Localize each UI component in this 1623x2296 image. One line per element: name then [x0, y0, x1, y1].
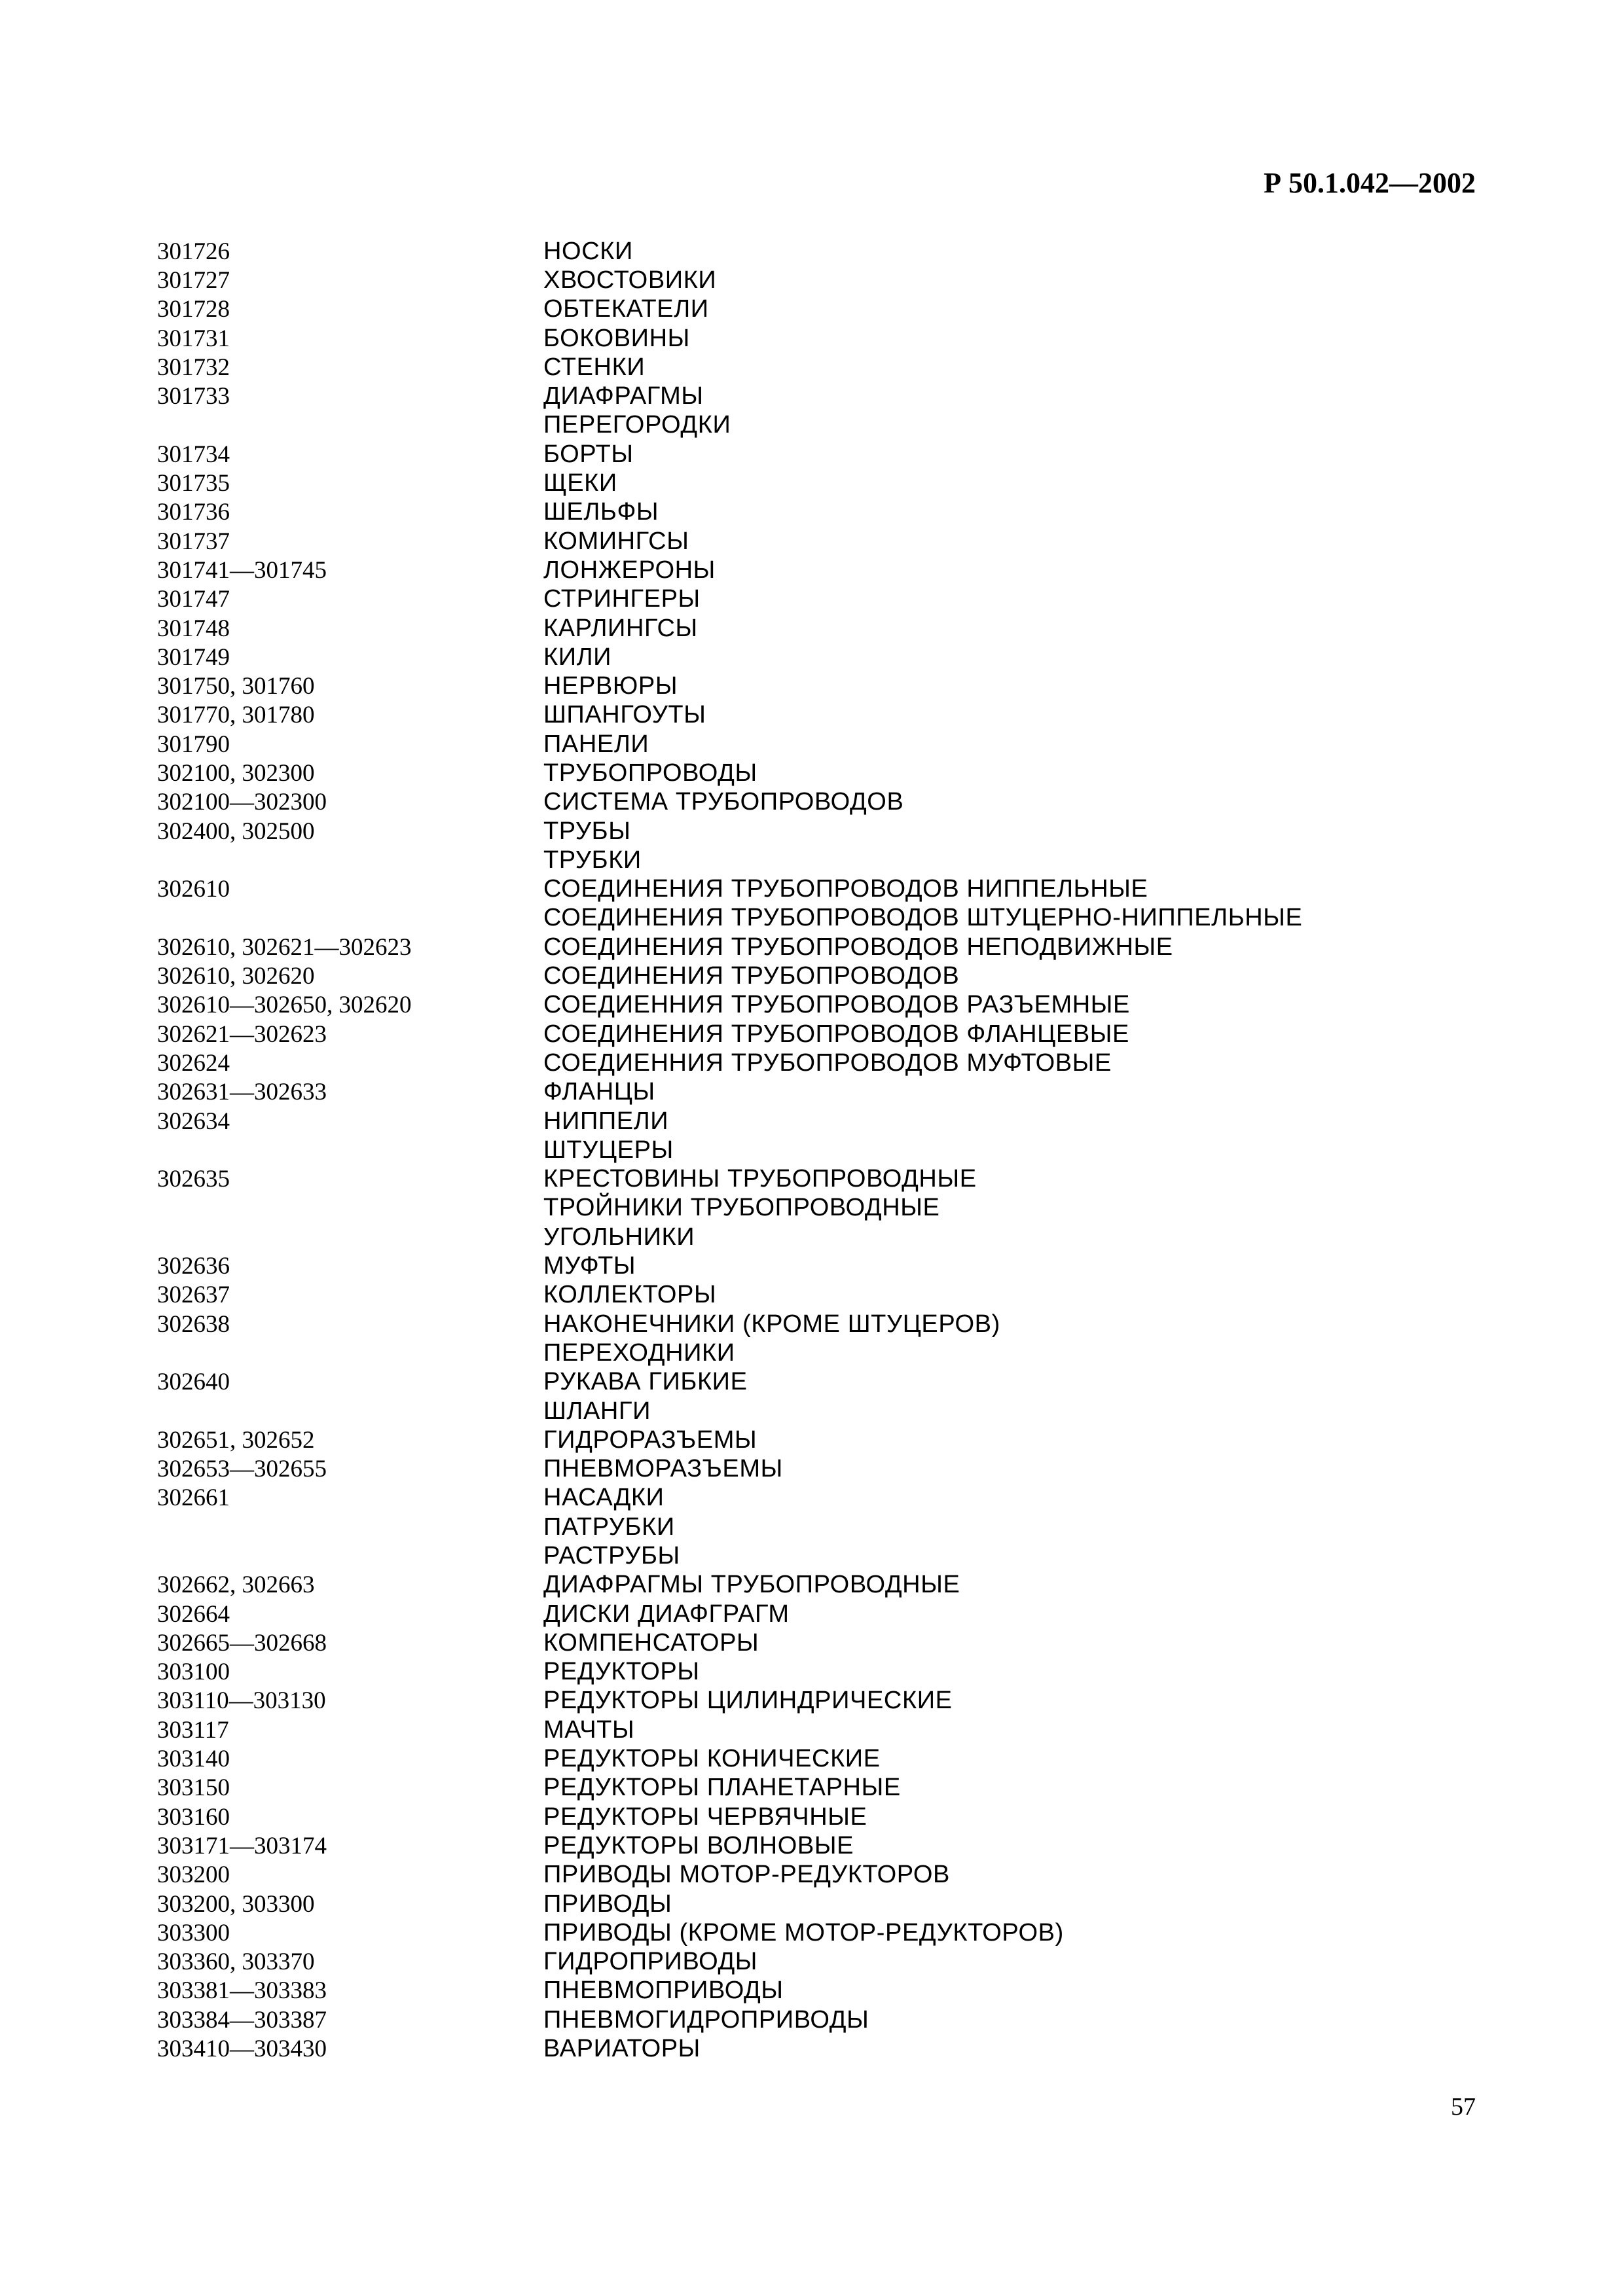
entry-code: 302400, 302500	[157, 817, 315, 845]
entry-row	[157, 1948, 1467, 1977]
entry-term: СОЕДИНЕНИЯ ТРУБОПРОВОДОВ ФЛАНЦЕВЫЕ	[543, 1020, 1129, 1048]
entry-row	[157, 1368, 1467, 1397]
entry-term: МУФТЫ	[543, 1252, 636, 1280]
entry-row	[157, 1658, 1467, 1687]
entry-term: ФЛАНЦЫ	[543, 1078, 655, 1106]
entry-term: РАСТРУБЫ	[543, 1542, 680, 1570]
entry-code: 301731	[157, 325, 230, 352]
entry-row	[157, 788, 1467, 817]
entry-row	[157, 1484, 1467, 1513]
entry-row	[157, 1223, 1467, 1251]
entry-code: 302621—302623	[157, 1020, 327, 1048]
entry-term: РУКАВА ГИБКИЕ	[543, 1368, 748, 1396]
entry-row	[157, 353, 1467, 382]
entry-term: СОЕДИНЕНИЯ ТРУБОПРОВОДОВ ШТУЦЕРНО-НИППЕЛЬНЫЕ	[543, 904, 1303, 932]
entry-row	[157, 730, 1467, 759]
entry-code: 301732	[157, 353, 230, 381]
entry-term: НЕРВЮРЫ	[543, 672, 678, 700]
entry-row	[157, 469, 1467, 497]
entry-row	[157, 556, 1467, 584]
entry-row	[157, 1861, 1467, 1890]
entry-row	[157, 237, 1467, 266]
entry-code: 303150	[157, 1774, 230, 1802]
entry-code: 302653—302655	[157, 1456, 327, 1483]
entry-term: ШТУЦЕРЫ	[543, 1136, 674, 1164]
entry-code: 301750, 301760	[157, 673, 315, 700]
entry-row	[157, 2005, 1467, 2034]
entry-term: ПЕРЕГОРОДКИ	[543, 411, 731, 439]
entry-term: КРЕСТОВИНЫ ТРУБОПРОВОДНЫЕ	[543, 1165, 977, 1193]
entry-code: 301733	[157, 383, 230, 410]
entry-term: КОМИНГСЫ	[543, 527, 689, 555]
entry-row	[157, 701, 1467, 730]
entry-row	[157, 440, 1467, 469]
entry-row	[157, 382, 1467, 410]
entry-code: 302610	[157, 876, 230, 903]
entry-term: СОЕДИЕННИЯ ТРУБОПРОВОДОВ РАЗЪЕМНЫЕ	[543, 991, 1130, 1019]
entry-row	[157, 1571, 1467, 1600]
entry-term: ПНЕВМОПРИВОДЫ	[543, 1977, 784, 2005]
document-header: Р 50.1.042—2002	[1264, 167, 1476, 199]
entry-code: 302637	[157, 1282, 230, 1309]
entry-row	[157, 961, 1467, 990]
entry-code: 303110—303130	[157, 1687, 326, 1715]
entry-code: 302624	[157, 1049, 230, 1077]
entry-term: ПАНЕЛИ	[543, 730, 649, 758]
entry-code: 302664	[157, 1600, 230, 1628]
entry-row	[157, 1541, 1467, 1570]
entry-row	[157, 1251, 1467, 1280]
entry-row	[157, 498, 1467, 527]
entry-row	[157, 1715, 1467, 1744]
entry-term: ПРИВОДЫ (КРОМЕ МОТОР-РЕДУКТОРОВ)	[543, 1918, 1064, 1946]
entry-row	[157, 1977, 1467, 2005]
entry-term: ТРУБЫ	[543, 817, 631, 845]
entry-code: 301728	[157, 296, 230, 323]
entry-code: 301747	[157, 586, 230, 613]
entry-row	[157, 933, 1467, 961]
entry-code: 302100, 302300	[157, 759, 315, 787]
entry-code: 303384—303387	[157, 2006, 327, 2034]
entry-term: ПРИВОДЫ	[543, 1890, 672, 1918]
entry-row	[157, 1165, 1467, 1194]
entry-term: СИСТЕМА ТРУБОПРОВОДОВ	[543, 788, 904, 816]
entry-row	[157, 411, 1467, 440]
entry-row	[157, 817, 1467, 846]
entry-term: КИЛИ	[543, 643, 612, 671]
entry-term: РЕДУКТОРЫ ПЛАНЕТАРНЫЕ	[543, 1774, 901, 1802]
entry-row	[157, 1426, 1467, 1454]
entry-code: 303117	[157, 1716, 229, 1744]
entry-row	[157, 1338, 1467, 1367]
entry-term: ОБТЕКАТЕЛИ	[543, 295, 709, 323]
entry-row	[157, 324, 1467, 353]
entry-term: ШЕЛЬФЫ	[543, 498, 659, 526]
entry-term: КАРЛИНГСЫ	[543, 614, 698, 642]
entry-term: РЕДУКТОРЫ ЦИЛИНДРИЧЕСКИЕ	[543, 1687, 953, 1715]
entry-term: ВАРИАТОРЫ	[543, 2035, 701, 2063]
entry-term: СОЕДИНЕНИЯ ТРУБОПРОВОДОВ НИППЕЛЬНЫЕ	[543, 875, 1148, 903]
entry-term: ПНЕВМОГИДРОПРИВОДЫ	[543, 2005, 869, 2034]
entry-code: 301734	[157, 440, 230, 468]
entry-term: НАСАДКИ	[543, 1484, 665, 1512]
entry-code: 303100	[157, 1659, 230, 1686]
entry-code: 302662, 302663	[157, 1571, 315, 1599]
entry-code: 303200, 303300	[157, 1890, 315, 1918]
entry-term: КОЛЛЕКТОРЫ	[543, 1281, 717, 1309]
entry-term: НАКОНЕЧНИКИ (КРОМЕ ШТУЦЕРОВ)	[543, 1310, 1000, 1338]
entry-row	[157, 1600, 1467, 1628]
entry-row	[157, 846, 1467, 874]
entry-code: 302610—302650, 302620	[157, 992, 412, 1019]
entry-row	[157, 1774, 1467, 1803]
entry-term: ПЕРЕХОДНИКИ	[543, 1338, 735, 1367]
entry-code: 302634	[157, 1107, 230, 1135]
entry-row	[157, 875, 1467, 904]
entry-code: 302610, 302621—302623	[157, 933, 412, 961]
entry-code: 303300	[157, 1919, 230, 1946]
entry-term: СТЕНКИ	[543, 353, 646, 381]
entry-term: ГИДРОПРИВОДЫ	[543, 1948, 758, 1976]
entry-term: ДИАФРАГМЫ	[543, 382, 704, 410]
entry-row	[157, 266, 1467, 295]
entry-term: ГИДРОРАЗЪЕМЫ	[543, 1426, 757, 1454]
entry-term: СОЕДИНЕНИЯ ТРУБОПРОВОДОВ	[543, 962, 960, 990]
entry-row	[157, 1107, 1467, 1136]
entry-code: 302610, 302620	[157, 963, 315, 990]
entry-code: 303171—303174	[157, 1832, 327, 1859]
entry-row	[157, 1136, 1467, 1164]
entry-row	[157, 1803, 1467, 1831]
entry-row	[157, 1628, 1467, 1657]
entry-code: 301749	[157, 643, 230, 671]
entry-code: 303140	[157, 1746, 230, 1773]
entry-code: 303160	[157, 1803, 230, 1831]
entry-row	[157, 1020, 1467, 1049]
entry-term: ПАТРУБКИ	[543, 1513, 675, 1541]
page-number: 57	[1451, 2093, 1476, 2121]
entry-row	[157, 1890, 1467, 1918]
entry-row	[157, 1687, 1467, 1715]
entry-row	[157, 1397, 1467, 1426]
entry-row	[157, 1744, 1467, 1773]
entry-code: 302638	[157, 1310, 230, 1338]
entry-term: СТРИНГЕРЫ	[543, 585, 701, 613]
entry-row	[157, 2034, 1467, 2063]
entry-code: 301726	[157, 238, 230, 265]
entry-term: РЕДУКТОРЫ ЧЕРВЯЧНЫЕ	[543, 1803, 867, 1831]
entry-term: ТРОЙНИКИ ТРУБОПРОВОДНЫЕ	[543, 1194, 940, 1222]
entry-row	[157, 1831, 1467, 1860]
entry-row	[157, 1049, 1467, 1077]
entry-term: РЕДУКТОРЫ	[543, 1658, 700, 1686]
entry-term: ШПАНГОУТЫ	[543, 701, 706, 729]
entry-term: ПРИВОДЫ МОТОР-РЕДУКТОРОВ	[543, 1861, 950, 1889]
entry-row	[157, 1918, 1467, 1947]
entry-code: 301735	[157, 470, 230, 497]
entry-row	[157, 759, 1467, 787]
entry-code: 301727	[157, 266, 230, 294]
entry-code: 303200	[157, 1861, 230, 1889]
entry-row	[157, 904, 1467, 933]
entry-term: ДИАФРАГМЫ ТРУБОПРОВОДНЫЕ	[543, 1571, 960, 1599]
entry-term: ЩЕКИ	[543, 469, 617, 497]
entry-term: ПНЕВМОРАЗЪЕМЫ	[543, 1455, 783, 1483]
entry-code: 302651, 302652	[157, 1426, 315, 1454]
entry-row	[157, 1310, 1467, 1338]
entry-row	[157, 1078, 1467, 1107]
entry-term: КОМПЕНСАТОРЫ	[543, 1628, 759, 1657]
entry-code: 302661	[157, 1484, 230, 1512]
entry-term: НОСКИ	[543, 237, 633, 265]
entry-code: 301790	[157, 730, 230, 758]
code-term-list	[157, 237, 1467, 2064]
entry-term: НИППЕЛИ	[543, 1107, 669, 1135]
entry-code: 302635	[157, 1166, 230, 1193]
entry-term: БОКОВИНЫ	[543, 324, 690, 352]
entry-term: УГОЛЬНИКИ	[543, 1223, 695, 1251]
entry-code: 301737	[157, 528, 230, 555]
entry-term: ТРУБКИ	[543, 846, 642, 874]
entry-code: 302665—302668	[157, 1629, 327, 1657]
entry-row	[157, 295, 1467, 324]
entry-code: 301741—301745	[157, 556, 327, 584]
entry-code: 301736	[157, 499, 230, 526]
entry-code: 302640	[157, 1369, 230, 1396]
entry-row	[157, 672, 1467, 700]
entry-row	[157, 1454, 1467, 1483]
entry-code: 301770, 301780	[157, 702, 315, 729]
entry-term: МАЧТЫ	[543, 1715, 635, 1744]
entry-term: РЕДУКТОРЫ ВОЛНОВЫЕ	[543, 1831, 854, 1859]
entry-row	[157, 991, 1467, 1020]
entry-term: СОЕДИНЕНИЯ ТРУБОПРОВОДОВ НЕПОДВИЖНЫЕ	[543, 933, 1173, 961]
entry-row	[157, 527, 1467, 556]
entry-row	[157, 585, 1467, 614]
entry-code: 302100—302300	[157, 789, 327, 816]
entry-row	[157, 1513, 1467, 1541]
entry-code: 301748	[157, 615, 230, 642]
entry-row	[157, 1281, 1467, 1310]
entry-code: 303381—303383	[157, 1977, 327, 2005]
entry-row	[157, 614, 1467, 643]
entry-row	[157, 643, 1467, 672]
entry-term: ДИСКИ ДИАФГРАГМ	[543, 1600, 790, 1628]
entry-code: 302631—302633	[157, 1079, 327, 1106]
entry-term: ЛОНЖЕРОНЫ	[543, 556, 716, 584]
entry-term: ХВОСТОВИКИ	[543, 266, 717, 294]
entry-term: РЕДУКТОРЫ КОНИЧЕСКИЕ	[543, 1745, 881, 1773]
entry-row	[157, 1194, 1467, 1223]
entry-term: СОЕДИЕННИЯ ТРУБОПРОВОДОВ МУФТОВЫЕ	[543, 1049, 1112, 1077]
entry-term: ТРУБОПРОВОДЫ	[543, 759, 757, 787]
entry-term: ШЛАНГИ	[543, 1397, 651, 1425]
entry-code: 302636	[157, 1253, 230, 1280]
entry-term: БОРТЫ	[543, 440, 634, 468]
entry-code: 303410—303430	[157, 2036, 327, 2063]
entry-code: 303360, 303370	[157, 1948, 315, 1976]
